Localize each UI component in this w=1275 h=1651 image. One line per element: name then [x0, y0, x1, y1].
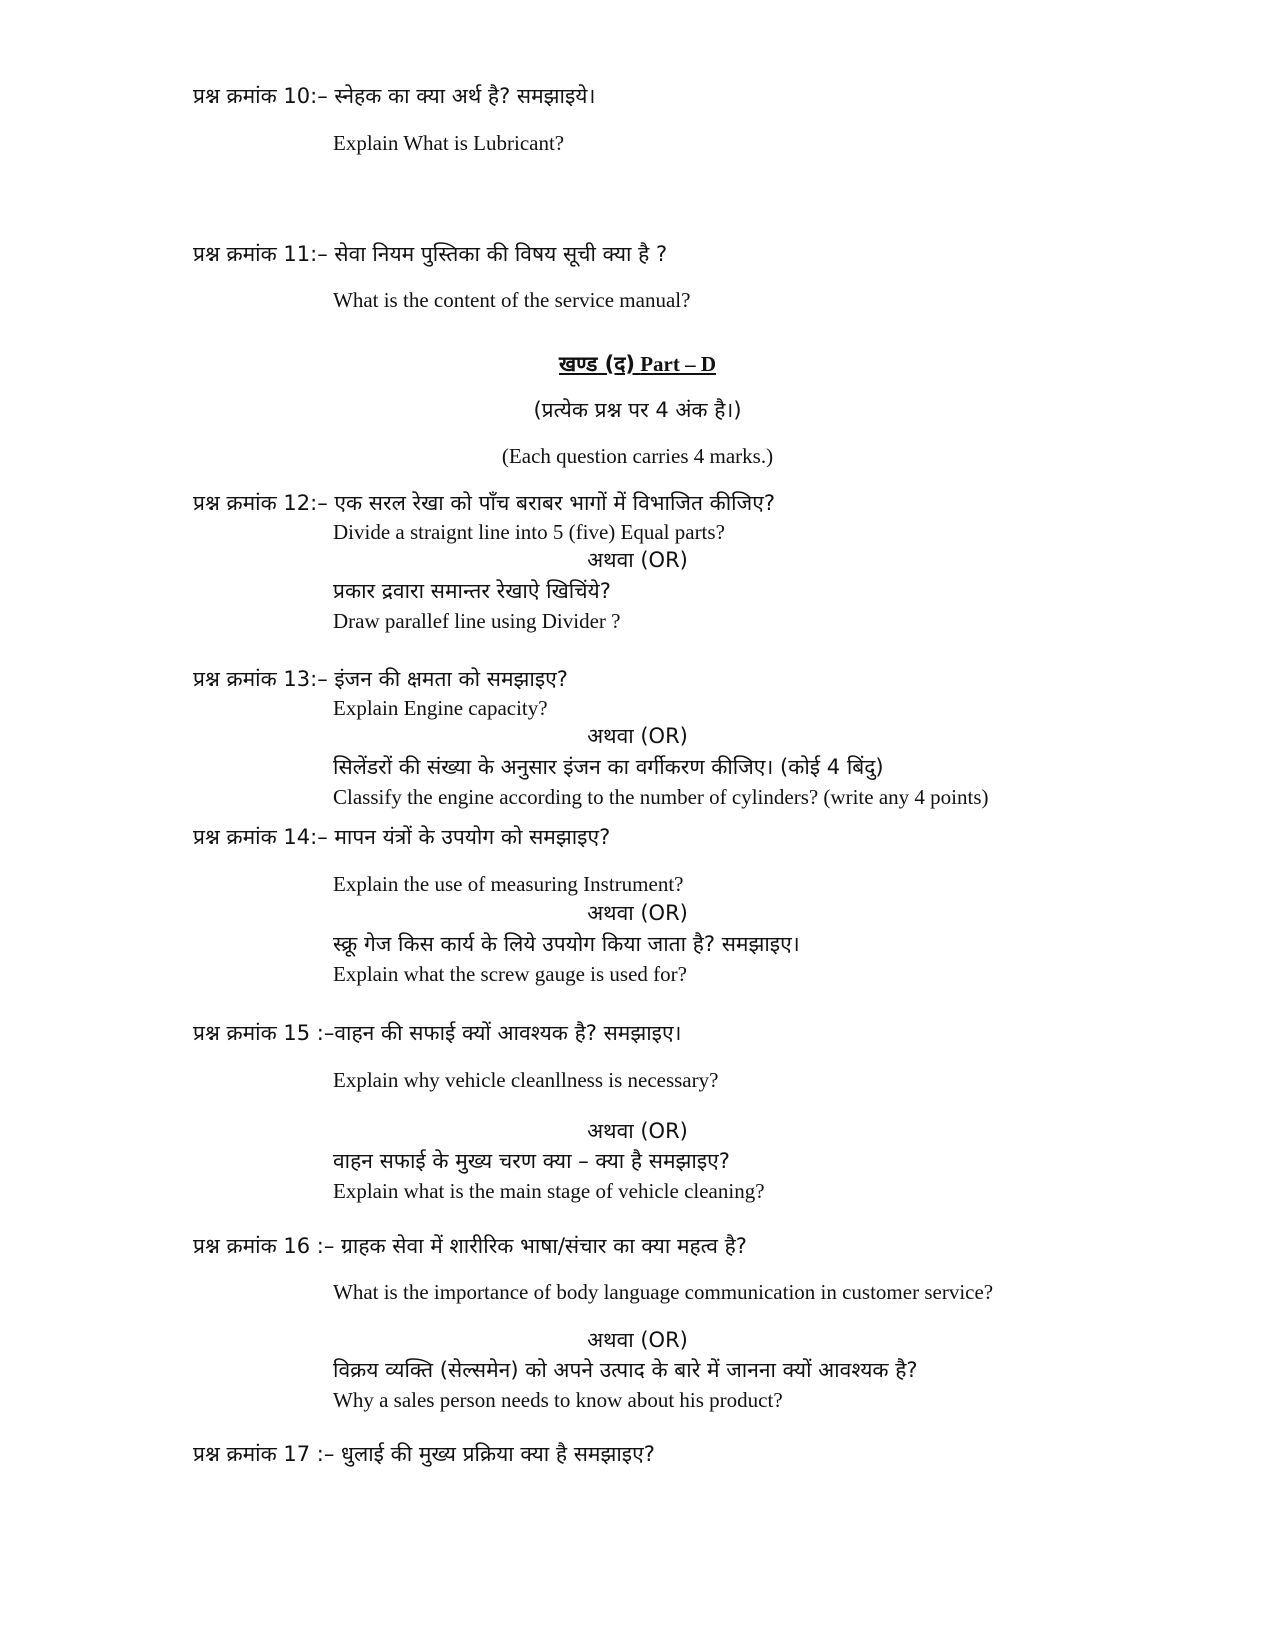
- section-title-english: Part – D: [640, 352, 717, 376]
- question-15-hindi: प्रश्न क्रमांक 15 :–वाहन की सफाई क्यों आवश्यक है? समझाइए।: [193, 1021, 682, 1045]
- question-14-alt-hindi: स्क्रू गेज किस कार्य के लिये उपयोग किया जाता है? समझाइए।: [333, 932, 800, 956]
- or-separator: अथवा (OR): [587, 901, 688, 925]
- question-10-hindi: प्रश्न क्रमांक 10:– स्नेहक का क्या अर्थ है? समझाइये।: [193, 84, 596, 108]
- question-12-alt-english: Draw parallef line using Divider ?: [333, 609, 621, 633]
- question-15-english: Explain why vehicle cleanllness is necessary?: [333, 1068, 719, 1092]
- question-14-english: Explain the use of measuring Instrument?: [333, 872, 684, 896]
- section-title-hindi: खण्ड (द): [558, 352, 635, 376]
- question-15-alt-english: Explain what is the main stage of vehicle cleaning?: [333, 1179, 765, 1203]
- section-marks-hindi: (प्रत्येक प्रश्न पर 4 अंक है।): [533, 398, 742, 422]
- question-16-english: What is the importance of body language communication in customer service?: [333, 1280, 994, 1304]
- question-12-alt-hindi: प्रकार द्रवारा समान्तर रेखाऐ खिचिंये?: [333, 579, 611, 603]
- question-16-alt-hindi: विक्रय व्यक्ति (सेल्समेन) को अपने उत्पाद के बारे में जानना क्यों आवश्यक है?: [333, 1358, 918, 1382]
- question-13-english: Explain Engine capacity?: [333, 696, 548, 720]
- question-10-english: Explain What is Lubricant?: [333, 131, 565, 155]
- question-12-english: Divide a straignt line into 5 (five) Equal parts?: [333, 520, 725, 544]
- section-heading: [0, 350, 1275, 378]
- or-separator: अथवा (OR): [587, 548, 688, 572]
- question-14-hindi: प्रश्न क्रमांक 14:– मापन यंत्रों के उपयोग को समझाइए?: [193, 825, 611, 849]
- question-13-alt-english: Classify the engine according to the number of cylinders? (write any 4 points): [333, 785, 989, 809]
- question-15-alt-hindi: वाहन सफाई के मुख्य चरण क्या – क्या है समझाइए?: [333, 1149, 730, 1173]
- question-17-hindi: प्रश्न क्रमांक 17 :– धुलाई की मुख्य प्रक्रिया क्या है समझाइए?: [193, 1442, 655, 1466]
- question-13-hindi: प्रश्न क्रमांक 13:– इंजन की क्षमता को समझाइए?: [193, 667, 568, 691]
- or-separator: अथवा (OR): [587, 724, 688, 748]
- question-11-hindi: प्रश्न क्रमांक 11:– सेवा नियम पुस्तिका की विषय सूची क्या है ?: [193, 242, 668, 266]
- question-16-alt-english: Why a sales person needs to know about his product?: [333, 1388, 783, 1412]
- or-separator: अथवा (OR): [587, 1119, 688, 1143]
- question-16-hindi: प्रश्न क्रमांक 16 :– ग्राहक सेवा में शारीरिक भाषा/संचार का क्या महत्व है?: [193, 1234, 747, 1258]
- question-14-alt-english: Explain what the screw gauge is used for?: [333, 962, 687, 986]
- question-12-hindi: प्रश्न क्रमांक 12:– एक सरल रेखा को पाँच बराबर भागों में विभाजित कीजिए?: [193, 491, 775, 515]
- section-marks-english: (Each question carries 4 marks.): [501, 444, 774, 468]
- question-11-english: What is the content of the service manual?: [333, 288, 691, 312]
- or-separator: अथवा (OR): [587, 1328, 688, 1352]
- question-13-alt-hindi: सिलेंडरों की संख्या के अनुसार इंजन का वर्गीकरण कीजिए। (कोई 4 बिंदु): [333, 755, 884, 779]
